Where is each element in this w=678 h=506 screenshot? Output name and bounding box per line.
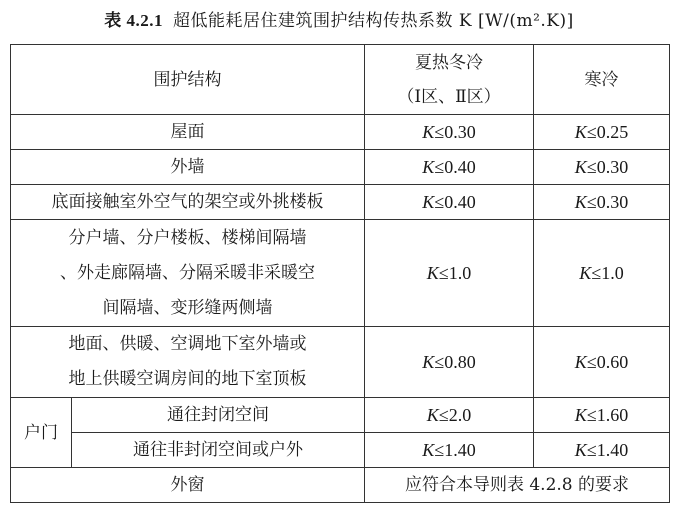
table-row xyxy=(11,327,670,398)
table-row xyxy=(11,185,670,220)
row-value-zone1: K≤1.40 xyxy=(365,433,534,468)
row-name: 底面接触室外空气的架空或外挑楼板 xyxy=(11,185,365,220)
row-name: 通往非封闭空间或户外 xyxy=(72,433,365,468)
row-value-zone2: K≤0.30 xyxy=(534,185,670,220)
row-name: 屋面 xyxy=(11,115,365,150)
table-row xyxy=(11,398,670,433)
header-zone-hot-summer-cold-winter xyxy=(365,45,534,115)
header-zone-cold: 寒冷 xyxy=(534,45,670,115)
row-value-zone1: K≤0.80 xyxy=(365,327,534,398)
table-row xyxy=(11,115,670,150)
table-title xyxy=(0,6,678,31)
header-zone1-line1: 夏热冬冷 xyxy=(415,52,483,73)
row-value-zone2: K≤0.30 xyxy=(534,150,670,185)
row-name xyxy=(11,220,365,327)
row-value-zone2: K≤0.25 xyxy=(534,115,670,150)
header-zone1-line2: （Ⅰ区、Ⅱ区） xyxy=(397,86,501,107)
row-value-zone1: K≤1.0 xyxy=(365,220,534,327)
table-row xyxy=(11,150,670,185)
row-value-zone2: K≤0.60 xyxy=(534,327,670,398)
header-row xyxy=(11,45,670,115)
table-caption: 超低能耗居住建筑围护结构传热系数 K [W/(m².K)] xyxy=(172,11,574,31)
row-value-zone1: K≤2.0 xyxy=(365,398,534,433)
row-value-zone1: K≤0.40 xyxy=(365,185,534,220)
table-row xyxy=(11,468,670,503)
row-name-line: 间隔墙、变形缝两侧墙 xyxy=(102,297,273,318)
heat-transfer-table xyxy=(10,44,670,503)
row-name xyxy=(11,327,365,398)
row-name-line: 地面、供暖、空调地下室外墙或 xyxy=(68,334,307,354)
row-value-zone2: K≤1.0 xyxy=(534,220,670,327)
row-value-zone1: K≤0.40 xyxy=(365,150,534,185)
row-name-line: 地上供暖空调房间的地下室顶板 xyxy=(68,369,307,389)
table-number: 表 4.2.1 xyxy=(104,11,163,30)
row-name-line: 分户墙、分户楼板、楼梯间隔墙 xyxy=(68,227,307,248)
window-requirement: 应符合本导则表 4.2.8 的要求 xyxy=(365,468,670,503)
row-name: 外墙 xyxy=(11,150,365,185)
door-label: 户门 xyxy=(11,398,72,468)
table-row xyxy=(11,220,670,327)
row-name: 通往封闭空间 xyxy=(72,398,365,433)
row-name-line: 、外走廊隔墙、分隔采暖非采暖空 xyxy=(60,262,315,283)
row-name: 外窗 xyxy=(11,468,365,503)
row-value-zone1: K≤0.30 xyxy=(365,115,534,150)
table-row xyxy=(11,433,670,468)
header-structure: 围护结构 xyxy=(11,45,365,115)
row-value-zone2: K≤1.60 xyxy=(534,398,670,433)
row-value-zone2: K≤1.40 xyxy=(534,433,670,468)
